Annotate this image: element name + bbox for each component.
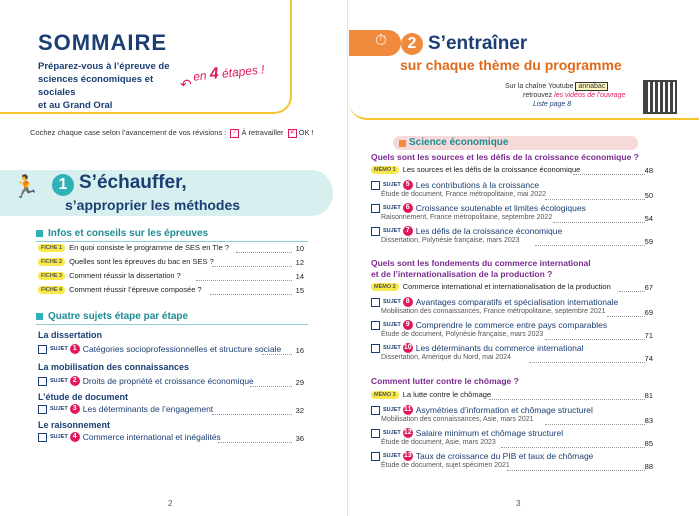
subject-page: 74	[644, 354, 653, 363]
fiche-tag: FICHE 2	[38, 258, 65, 266]
fiche-text: Comment réussir l’épreuve composée ?	[69, 285, 202, 294]
subject-page: 50	[644, 191, 653, 200]
subject-desc: Mobilisation des connaissances, France métropolitaine, septembre 2021	[381, 308, 606, 315]
leader-dots	[553, 222, 645, 223]
leader-dots	[212, 266, 292, 267]
square-bullet-icon	[36, 313, 43, 320]
subject-title: Taux de croissance du PIB et taux de chômage	[415, 451, 594, 462]
step-page: 29	[295, 378, 304, 387]
leader-dots	[545, 339, 645, 340]
leader-dots	[535, 245, 645, 246]
fiche-tag: FICHE 1	[38, 244, 65, 252]
stopwatch-icon: ⏱	[375, 32, 387, 49]
sujet-label: SUJET	[383, 453, 401, 460]
step-row[interactable]	[38, 344, 281, 354]
step-title: Commerce international et inégalités	[82, 432, 221, 443]
subject-number: 7	[403, 226, 413, 236]
question-line: Quels sont les fondements du commerce international	[371, 258, 591, 268]
section1-number: 1	[52, 174, 74, 196]
checkbox[interactable]	[371, 298, 380, 307]
subject-page: 69	[644, 308, 653, 317]
step-number: 2	[70, 376, 80, 386]
subject-number: 13	[403, 452, 412, 460]
subject-title: Croissance soutenable et limites écologiques	[415, 203, 586, 214]
step-page: 32	[295, 406, 304, 415]
fiche-page: 10	[295, 244, 304, 253]
infos-heading-text: Infos et conseils sur les épreuves	[48, 228, 209, 239]
badge-prefix: en	[192, 68, 208, 84]
subject-row[interactable]	[371, 226, 562, 236]
fiche-page: 15	[295, 286, 304, 295]
checklist-instructions	[30, 128, 314, 138]
subject-page: 85	[644, 439, 653, 448]
subject-number: 5	[403, 180, 413, 190]
qr-code-icon[interactable]	[643, 80, 677, 114]
memo-page: 67	[644, 283, 653, 292]
subject-title: Les contributions à la croissance	[415, 180, 540, 191]
step-number: 1	[70, 344, 80, 354]
curved-arrow-icon: ↶	[180, 76, 192, 92]
badge-suffix: étapes !	[221, 62, 266, 81]
subject-row[interactable]	[371, 180, 539, 190]
subject-number: 6	[403, 203, 413, 213]
sujet-label: SUJET	[383, 182, 401, 189]
subject-desc: Étude de document, Asie, mars 2023	[381, 439, 496, 446]
quatre-heading-text: Quatre sujets étape par étape	[48, 311, 189, 322]
memo-page: 81	[644, 391, 653, 400]
sujet-label: SUJET	[383, 205, 401, 212]
sujet-label: SUJET	[50, 406, 68, 413]
subject-desc: Dissertation, Amérique du Nord, mai 2024	[381, 354, 511, 361]
subject-title: Salaire minimum et chômage structurel	[415, 428, 564, 439]
sujet-label: SUJET	[383, 345, 401, 352]
infos-heading	[36, 228, 208, 239]
yt-line1: Sur la chaîne Youtube	[505, 83, 574, 90]
checkbox[interactable]	[371, 181, 380, 190]
memo-tag: MÉMO 1	[371, 166, 399, 174]
subject-desc: Étude de document, sujet spécimen 2021	[381, 462, 510, 469]
checkbox[interactable]	[38, 377, 47, 386]
leader-dots	[545, 424, 645, 425]
subject-row[interactable]	[371, 320, 607, 330]
subject-page: 54	[644, 214, 653, 223]
quatre-heading	[36, 311, 188, 322]
step-number: 3	[70, 404, 80, 414]
question-line: et de l’internationalisation de la production ?	[371, 269, 553, 279]
question-heading: Comment lutter contre le chômage ?	[371, 376, 519, 386]
intro-line: Préparez-vous à l’épreuve de	[38, 61, 170, 72]
step-page: 36	[295, 434, 304, 443]
memo-text: Commerce international et internationalisation de la production	[402, 282, 611, 291]
subject-row[interactable]	[371, 203, 586, 213]
subject-title: Asymétries d’information et chômage structurel	[415, 405, 593, 416]
subject-row[interactable]	[371, 428, 563, 438]
section1-title: S’échauffer,	[79, 172, 187, 193]
section2-number: 2	[401, 33, 423, 55]
leader-dots	[529, 362, 645, 363]
section1-subtitle: s’approprier les méthodes	[65, 197, 241, 213]
square-bullet-icon	[36, 230, 43, 237]
divider	[36, 241, 308, 242]
subject-title: Avantages comparatifs et spécialisation internationale	[415, 297, 619, 308]
sujet-label: SUJET	[50, 346, 68, 353]
memo-tag: MÉMO 2	[371, 283, 399, 291]
step-title: Catégories socioprofessionnelles et structure sociale	[82, 344, 282, 355]
science-eco-heading: Science économique	[409, 137, 509, 148]
subject-row[interactable]	[371, 405, 593, 415]
sujet-label: SUJET	[383, 407, 401, 414]
step-category: La dissertation	[38, 330, 103, 340]
fiche-row[interactable]	[38, 243, 229, 252]
memo-text: La lutte contre le chômage	[402, 390, 492, 399]
subject-page: 88	[644, 462, 653, 471]
checkbox[interactable]	[371, 429, 380, 438]
fiche-page: 14	[295, 272, 304, 281]
leader-dots	[218, 442, 292, 443]
intro-line: sciences économiques et sociales	[38, 74, 154, 98]
badge-number: 4	[208, 65, 220, 83]
sujet-label: SUJET	[383, 299, 401, 306]
left-page	[0, 0, 348, 516]
fiche-tag: FICHE 3	[38, 272, 65, 280]
subject-number: 9	[403, 320, 413, 330]
yt-red: les vidéos de l’ouvrage	[554, 92, 626, 99]
leader-dots	[196, 280, 292, 281]
checkbox[interactable]	[371, 204, 380, 213]
step-number: 4	[70, 432, 80, 442]
subject-desc: Dissertation, Polynésie française, mars 2023	[381, 237, 520, 244]
question-heading: Quels sont les sources et les défis de la croissance économique ?	[371, 152, 639, 162]
subject-number: 8	[403, 297, 413, 307]
section2-title: S’entraîner	[428, 33, 528, 54]
sujet-label: SUJET	[383, 228, 401, 235]
memo-row[interactable]	[371, 165, 580, 174]
subject-title: Les déterminants du commerce international	[415, 343, 584, 354]
checkbox[interactable]	[371, 227, 380, 236]
memo-row[interactable]	[371, 282, 611, 291]
page-number: 2	[168, 499, 173, 508]
fiche-row[interactable]	[38, 257, 214, 266]
yt-tag: annabac	[575, 82, 608, 91]
yt-link[interactable]: Liste page 8	[533, 101, 572, 108]
step-page: 16	[295, 346, 304, 355]
intro-line: et au Grand Oral	[38, 100, 113, 111]
subject-desc: Étude de document, Polynésie française, mars 2023	[381, 331, 544, 338]
subject-page: 83	[644, 416, 653, 425]
leader-dots	[489, 399, 645, 400]
subject-title: Les défis de la croissance économique	[415, 226, 563, 237]
memo-row[interactable]	[371, 390, 491, 399]
memo-text: Les sources et les défis de la croissance économique	[402, 165, 581, 174]
divider	[36, 324, 308, 325]
subject-row[interactable]	[371, 451, 593, 461]
fiche-text: En quoi consiste le programme de SES en Tle ?	[69, 243, 230, 252]
checkbox[interactable]	[38, 433, 47, 442]
step-title: Les déterminants de l’engagement	[82, 404, 214, 415]
step-title: Droits de propriété et croissance économique	[82, 376, 254, 387]
checkbox[interactable]	[371, 344, 380, 353]
youtube-promo	[505, 82, 625, 109]
subject-number: 11	[404, 406, 412, 414]
sujet-label: SUJET	[383, 322, 401, 329]
fiche-row[interactable]	[38, 285, 202, 294]
sujet-label: SUJET	[50, 378, 68, 385]
sujet-label: SUJET	[383, 430, 401, 437]
subject-page: 59	[644, 237, 653, 246]
step-row[interactable]	[38, 376, 254, 386]
step-category: L’étude de document	[38, 392, 129, 402]
ok-box-icon: ✕	[289, 129, 295, 136]
runner-icon: 🏃	[12, 174, 40, 199]
subject-row[interactable]	[371, 297, 618, 307]
checklist-text: Cochez chaque case selon l’avancement de vos révisions :	[30, 128, 227, 137]
right-page	[349, 0, 700, 516]
checkbox[interactable]	[371, 406, 380, 415]
square-bullet-icon	[399, 140, 406, 147]
step-row[interactable]	[38, 404, 213, 414]
step-category: La mobilisation des connaissances	[38, 362, 190, 372]
fiche-text: Comment réussir la dissertation ?	[69, 271, 181, 280]
checkbox[interactable]	[371, 321, 380, 330]
fiche-text: Quelles sont les épreuves du bac en SES ?	[69, 257, 214, 266]
subject-desc: Raisonnement, France métropolitaine, septembre 2022	[381, 214, 553, 221]
memo-tag: MÉMO 3	[371, 391, 399, 399]
question-heading	[371, 258, 591, 280]
subject-desc: Mobilisation des connaissances, Asie, mars 2021	[381, 416, 534, 423]
subject-row[interactable]	[371, 343, 583, 353]
leader-dots	[212, 414, 292, 415]
leader-dots	[210, 294, 292, 295]
fiche-page: 12	[295, 258, 304, 267]
retravailler-box-icon: ⁄	[230, 129, 239, 138]
leader-dots	[545, 199, 645, 200]
yt-prefix: retrouvez	[523, 92, 553, 99]
checkbox[interactable]	[38, 405, 47, 414]
checkbox[interactable]	[38, 345, 47, 354]
page-number: 3	[516, 499, 521, 508]
leader-dots	[507, 470, 645, 471]
subject-title: Comprendre le commerce entre pays comparables	[415, 320, 608, 331]
checklist-a-label: À retravailler	[241, 128, 284, 137]
checklist-b-label: OK !	[298, 128, 314, 137]
intro-text	[38, 60, 188, 112]
sommaire-title: SOMMAIRE	[38, 30, 167, 55]
fiche-row[interactable]	[38, 271, 181, 280]
checkbox[interactable]	[371, 452, 380, 461]
section2-subtitle: sur chaque thème du programme	[400, 57, 622, 73]
leader-dots	[501, 447, 645, 448]
subject-number: 10	[403, 344, 412, 352]
memo-page: 48	[644, 166, 653, 175]
step-category: Le raisonnement	[38, 420, 111, 430]
subject-desc: Étude de document, France métropolitaine, mai 2022	[381, 191, 546, 198]
step-row[interactable]	[38, 432, 221, 442]
subject-page: 71	[644, 331, 653, 340]
sujet-label: SUJET	[50, 434, 68, 441]
subject-number: 12	[403, 429, 412, 437]
fiche-tag: FICHE 4	[38, 286, 65, 294]
